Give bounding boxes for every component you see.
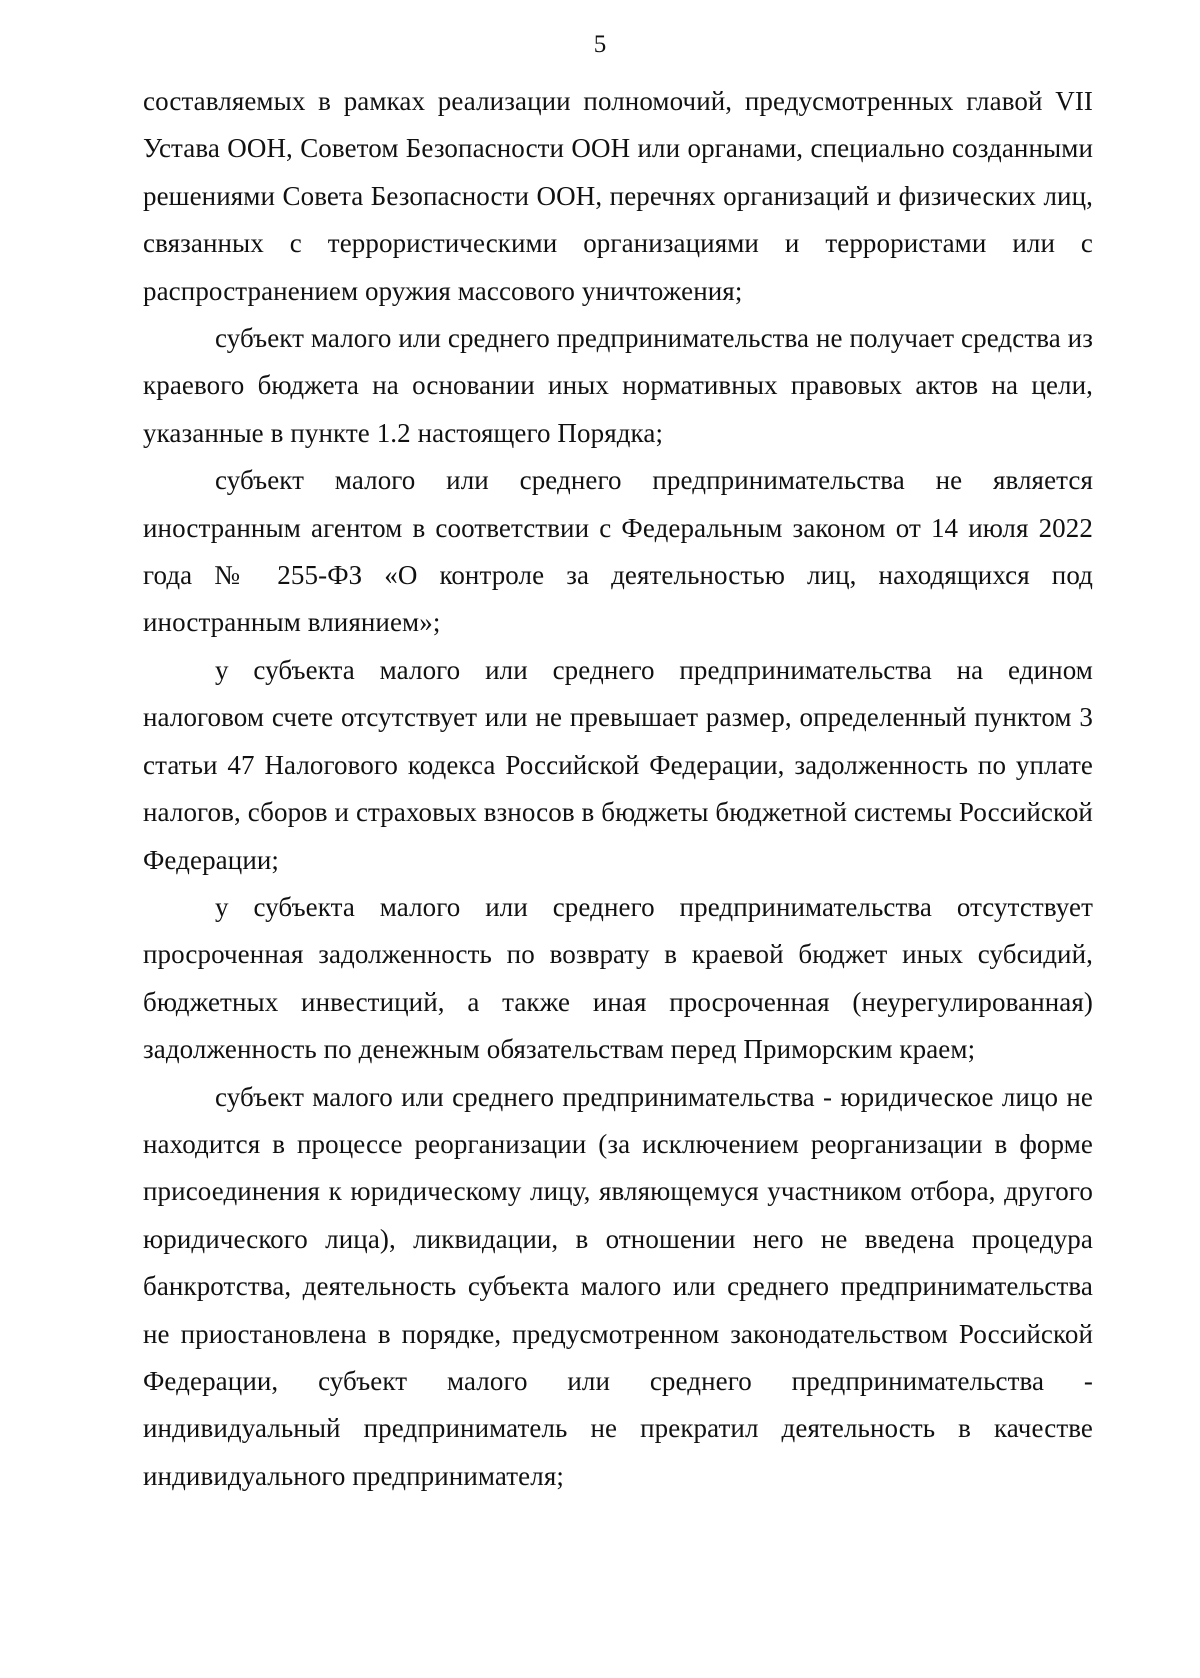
paragraph-overdue-debt: у субъекта малого или среднего предпринимательства отсутствует просроченная задолженность по возврату в краевой бюджет иных субсидий, бюджетных инвестиций, а также иная просроченная (неурегулированная) задолженность по денежным обязательствам перед Приморским краем; bbox=[143, 891, 1093, 1065]
document-body bbox=[143, 78, 1093, 1500]
paragraph-no-other-funds: субъект малого или среднего предпринимательства не получает средства из краевого бюджета на основании иных нормативных правовых актов на цели, указанные в пункте 1.2 настоящего Порядка; bbox=[143, 323, 1093, 448]
paragraph-tax-debt: у субъекта малого или среднего предпринимательства на едином налоговом счете отсутствует или не превышает размер, определенный пунктом 3 статьи 47 Налогового кодекса Российской Федерации, задолженность по уплате налогов, сборов и страховых взносов в бюджеты бюджетной системы Российской Федерации; bbox=[143, 654, 1093, 875]
page-number: 5 bbox=[593, 31, 607, 58]
paragraph-reorganization: субъект малого или среднего предпринимательства - юридическое лицо не находится в процессе реорганизации (за исключением реорганизации в форме присоединения к юридическому лицу, являющемуся участником отбора, другого юридического лица), ликвидации, в отношении него не введена процедура банкротства, деятельность субъекта малого или среднего предпринимательства не приостановлена в порядке, предусмотренном законодательством Российской Федерации, субъект малого или среднего предпринимательства - индивидуальный предприниматель не прекратил деятельность в качестве индивидуального предпринимателя; bbox=[143, 1081, 1093, 1491]
paragraph-continuation: составляемых в рамках реализации полномочий, предусмотренных главой VII Устава ООН, Советом Безопасности ООН или органами, специально созданными решениями Совета Безопасности ООН, перечнях организаций и физических лиц, связанных с террористическими организациями и террористами или с распространением оружия массового уничтожения; bbox=[143, 86, 1093, 306]
paragraph-not-foreign-agent: субъект малого или среднего предпринимательства не является иностранным агентом в соответствии с Федеральным законом от 14 июля 2022 года № 255-ФЗ «О контроле за деятельностью лиц, находящихся под иностранным влиянием»; bbox=[143, 465, 1093, 638]
